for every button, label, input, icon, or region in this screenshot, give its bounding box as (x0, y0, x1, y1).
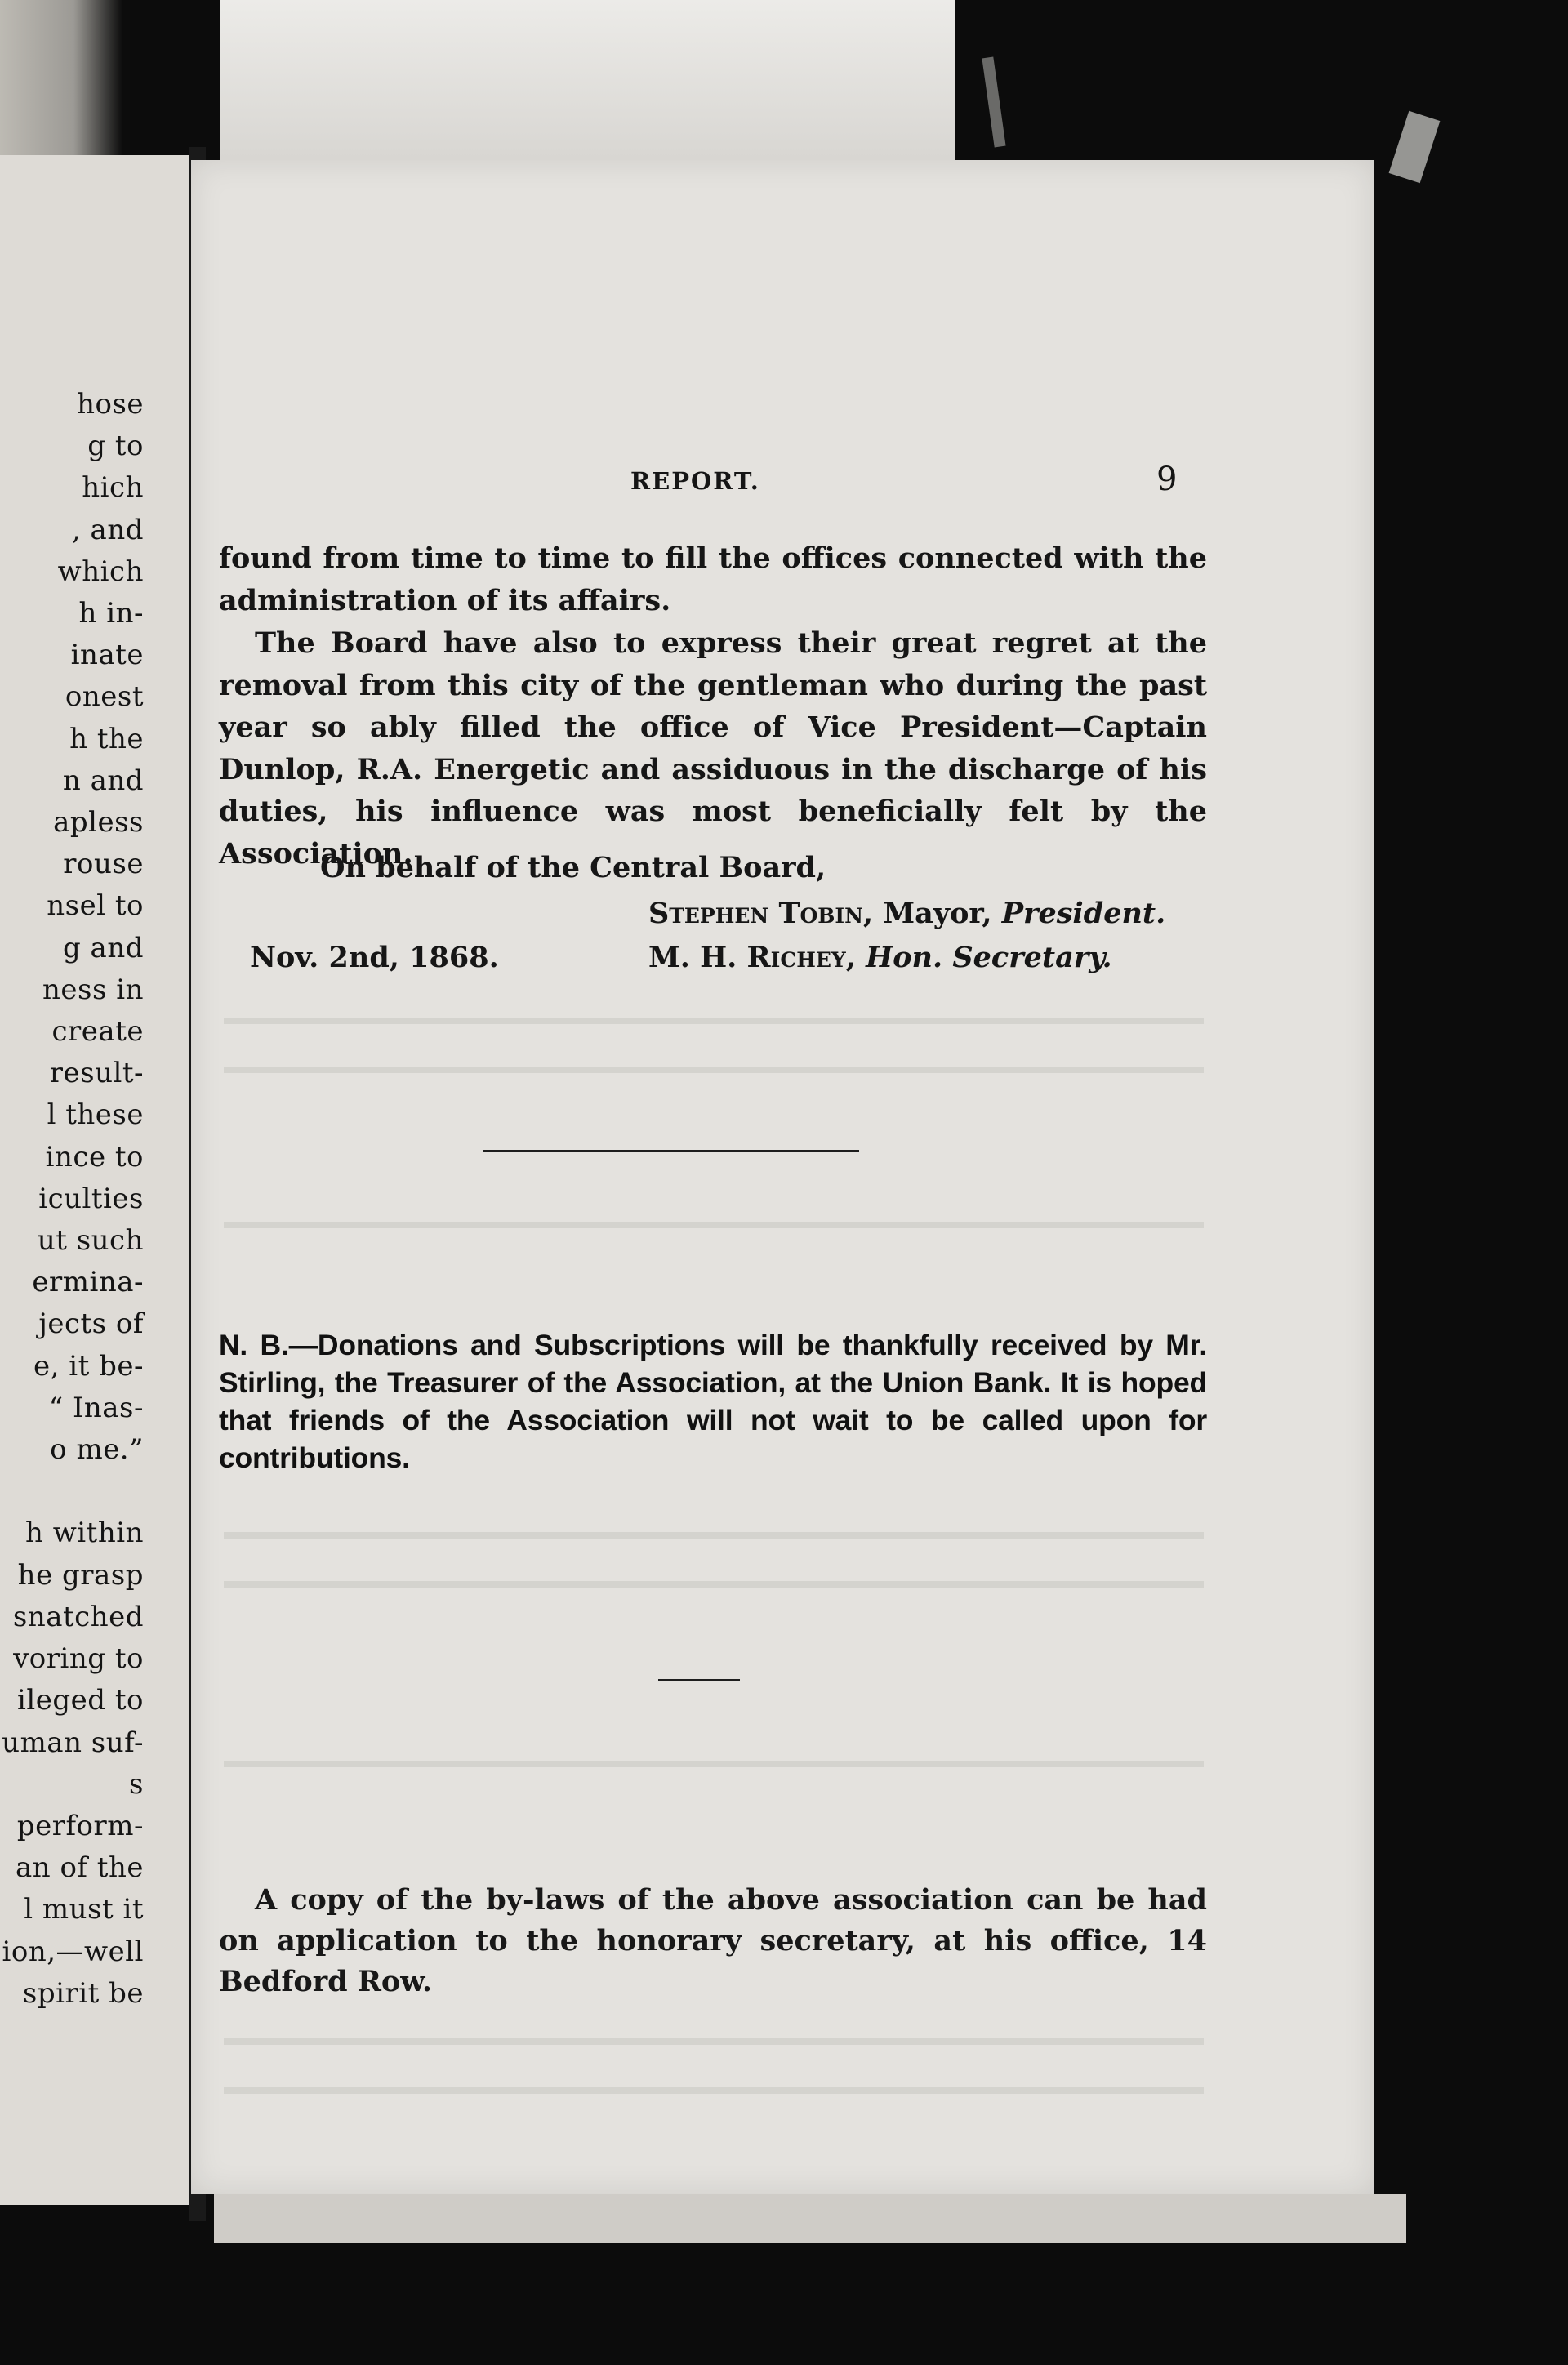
dust-speck (982, 57, 1005, 148)
left-page-line: h in- (78, 597, 144, 630)
section-rule-short (658, 1679, 740, 1681)
left-page-line: snatched (12, 1600, 144, 1633)
left-page-line: ermina- (32, 1266, 144, 1299)
left-page-line: “ Inas- (48, 1391, 144, 1424)
right-page (191, 160, 1374, 2194)
left-page-line: an of the (15, 1851, 144, 1885)
left-page-line: , and (71, 513, 144, 546)
left-page (0, 155, 193, 2205)
running-head-title: REPORT. (630, 467, 760, 495)
signature-date: Nov. 2nd, 1868. (250, 941, 499, 974)
left-page-line: he grasp (17, 1558, 144, 1592)
bleed-through-line (224, 1532, 1204, 1539)
left-page-line: h within (24, 1517, 144, 1550)
body-paragraph-1: found from time to time to fill the offices connected with the administration of its affairs. (219, 541, 1207, 617)
left-page-line: jects of (38, 1307, 144, 1341)
left-page-line: n and (62, 764, 144, 797)
left-page-line: o me.” (50, 1433, 144, 1467)
left-page-line: spirit be (22, 1976, 144, 2010)
page-bottom-edge (214, 2194, 1406, 2243)
left-page-line: create (51, 1015, 144, 1049)
left-page-edge (0, 0, 122, 155)
left-page-line: g and (62, 931, 144, 964)
left-page-text-fragments (0, 384, 144, 2015)
nb-notice: N. B.—Donations and Subscriptions will be thankfully received by Mr. Stirling, the Treasurer of the Association, at the Union Bank. It is hoped that friends of the Association will not wait to be called upon for contributions. (219, 1329, 1207, 1474)
bleed-through-line (224, 1067, 1204, 1073)
left-page-line: e, it be- (33, 1349, 144, 1383)
left-page-line: which (57, 555, 144, 588)
bleed-through-line (224, 1581, 1204, 1588)
left-page-line: result- (49, 1057, 144, 1090)
secretary-sep: , (845, 941, 866, 974)
left-page-line: ince to (45, 1140, 144, 1174)
bylaws-notice: A copy of the by-laws of the above association can be had on application to the honorary secretary, at his office, 14 Bedford Row. (219, 1883, 1207, 1998)
left-page-line: voring to (13, 1642, 144, 1676)
left-page-line: s perform- (16, 1767, 144, 1842)
left-page-line: hich (82, 471, 144, 505)
dust-speck (1389, 111, 1441, 183)
left-page-line: apless (53, 806, 144, 840)
signature-behalf-line: On behalf of the Central Board, (320, 851, 826, 884)
secretary-name: M. H. Richey (648, 941, 846, 974)
bleed-through-line (224, 1222, 1204, 1228)
left-page-line: ileged to (17, 1684, 144, 1717)
bleed-through-line (224, 1018, 1204, 1024)
left-page-line: g to (87, 430, 144, 463)
left-page-line: l must it (24, 1893, 144, 1926)
president-title: President. (1001, 897, 1166, 930)
left-page-line: nsel to (47, 889, 144, 923)
left-page-line: ness in (42, 973, 144, 1006)
president-name: Stephen Tobin (648, 897, 863, 930)
left-page-line: iculties (38, 1182, 144, 1215)
secretary-title: Hon. Secretary. (866, 941, 1112, 974)
left-page-line: onest (65, 680, 144, 714)
page-number: 9 (1156, 461, 1178, 498)
left-page-line: hose (77, 388, 144, 421)
bleed-through-line (224, 2087, 1204, 2094)
bleed-through-line (224, 2038, 1204, 2045)
left-page-line: rouse (63, 848, 144, 881)
signature-president (648, 897, 1165, 930)
left-page-line: uman suf- (2, 1726, 144, 1759)
president-role: , Mayor, (862, 897, 1002, 930)
left-page-line (0, 1471, 144, 1512)
bleed-through-line (224, 1761, 1204, 1767)
left-page-line: h the (69, 722, 144, 755)
left-page-line: ion,—well (2, 1935, 144, 1968)
left-page-line: ut such (37, 1224, 144, 1258)
left-page-line: l these (47, 1098, 144, 1132)
left-page-line: inate (70, 639, 144, 672)
body-paragraph-2: The Board have also to express their great regret at the removal from this city of the gentleman who during the past year so ably filled the office of Vice President—Captain Dunlop, R.A. Energetic and assiduous in the discharge of his duties, his influence was most beneficially felt by the Association. (219, 626, 1207, 871)
section-rule-long (483, 1150, 859, 1152)
page-top-edge (220, 0, 956, 160)
signature-secretary (648, 941, 1112, 974)
